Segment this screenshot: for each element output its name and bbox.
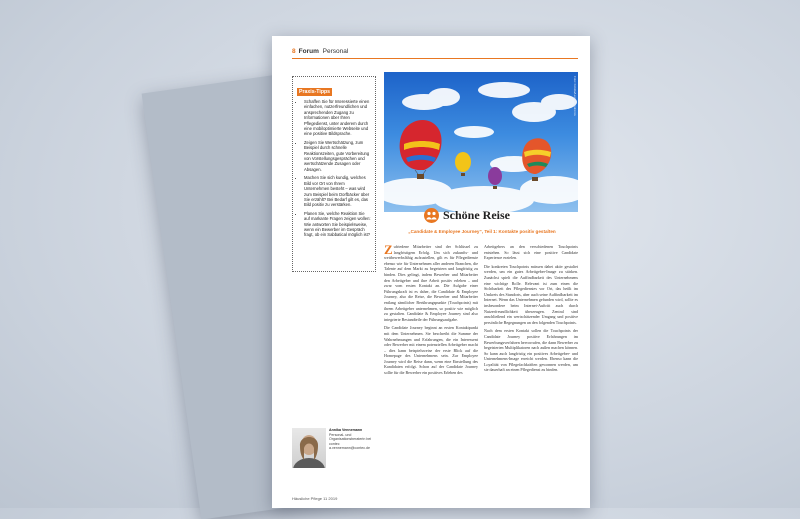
balloon-yellow: [455, 152, 471, 176]
subsection-name: Personal: [322, 48, 349, 55]
author-name: Annika Vennemann: [329, 428, 363, 432]
author-box: [292, 428, 380, 472]
tips-box: [292, 76, 376, 272]
author-photo: [292, 428, 326, 468]
page-header: [292, 48, 348, 55]
photo-credit: Foto: Fotolia/Leonid Andronov: [573, 76, 577, 117]
paragraph: Die konkreten Touchpoints müssen dabei aktiv gestaltet werden, um ein gutes Arbeitgeber-Image zu stärken. Zunächst spielt die Auffindbarkeit des Unternehmens eine wichtige Rolle. Relevant ist zum einen die Sichtbarkeit des Pflegedienstes vor Ort, das heißt im Umkreis des Standorts, aber auch seine Auffindbarkeit im Internet. Wenn das Unternehmen gefunden wird, sollte es insbesondere beim Internet-Auftritt auch durch Nutzerfreundlichkeit überzeugen. Zentral sind anschließend ein wertschätzender Umgang und positive persönliche Begegnungen an den folgenden Touchpoints.: [484, 263, 578, 325]
balloon-large: [400, 120, 442, 179]
article-title: [424, 208, 510, 223]
paragraph: Die Candidate Journey beginnt an ersten Kontaktpunkt mit dem Unternehmen. Sie beschreibt die Summe der Wahrnehmungen und Erfahrungen, die ein Interessent oder Bewerber mit einem potenziellen Arbeitgeber macht – dies kann beispielsweise der erste Blick auf die Homepage des Unternehmens sein. Zur Employee Journey wird die Reise dann, wenn eine Einstellung des Kandidaten erfolgt. Schon auf der Candidate Journey sollte für die Bewerber ein positives Erleben des: [384, 325, 478, 376]
tip-item: • Zeigen Sie Wertschätzung, zum Beispiel durch schnelle Reaktionszeiten, gute Vorbereitung von Vorstellungsgesprächen und wertschätzende Zusagen oder Absagen.: [304, 140, 371, 172]
author-info: [329, 428, 381, 451]
hot-air-balloons-photo: [384, 72, 578, 212]
paragraph: Arbeitgebers an den verschiedenen Touchpoints entstehen. So lässt sich eine positive Candidate Experience erzielen.: [484, 244, 578, 261]
paragraph: Nach dem ersten Kontakt sollen die Touchpoints der Candidate Journey positive Erfahrungen im Bewerbungsverfahren hervorrufen, die dann Bewerber zu begeisterten Multiplikatoren nach außen machen können. So kann auch langfristig ein positives Arbeitgeber- und Unternehmens-Image erreicht werden. Ebenso kann die Loyalität von Pflegefachkräften gewonnen werden, um sie dauerhaft an einen Pflegedienst zu binden.: [484, 328, 578, 373]
article-column-2: [484, 244, 578, 376]
article-subtitle: „Candidate & Employee Journey“, Teil 1: Kontakte positiv gestalten: [408, 229, 556, 234]
paragraph: [384, 244, 478, 322]
header-rule: [292, 58, 578, 59]
article-column-1: [384, 244, 478, 379]
page-footer: Häusliche Pflege 11 2019: [292, 496, 338, 501]
dropcap: Z: [384, 242, 393, 257]
tip-item: • Planen Sie, welche Reaktion Sie auf markante Fragen zeigen wollen: Wie antworten Sie beispielsweise, wenn ein Bewerber im Gespräch fragt, ob ein Sabbatical möglich ist?: [304, 211, 371, 238]
page-number: 8: [292, 48, 296, 55]
author-role: Personal- und Organisationsberaterin bei contec: [329, 432, 372, 446]
balloon-small: [488, 167, 502, 189]
tip-item: • Machen Sie sich kundig, welches Bild vor Ort von Ihrem Unternehmen besteht – was wird zum Beispiel beim Dorfbäcker über Sie erzählt? Bei Bedarf gilt es, das Bild positiv zu verstärken.: [304, 175, 371, 207]
author-email: a.vennemann@contec.de: [329, 446, 371, 451]
tips-list: [297, 99, 371, 238]
people-icon: [424, 208, 439, 223]
section-name: Forum: [298, 48, 319, 55]
balloon-right: [522, 138, 551, 181]
article-title-text: Schöne Reise: [443, 208, 510, 222]
balloon-illustration: [384, 72, 578, 212]
tip-item: • Schaffen Sie für Interessierte einen einfachen, nutzerfreundlichen und ansprechenden Zugang zu Informationen über Ihren Pflegedienst, unter anderem durch eine mobiloptimierte Webseite und eine positive Bildsprache.: [304, 99, 371, 137]
magazine-page: [272, 36, 590, 508]
tips-title: Praxis-Tipps: [299, 89, 331, 95]
paragraph-text: ufriedene Mitarbeiter sind der Schlüssel zu langfristigem Erfolg. Um sich zukunfts- und wettbewerbsfähig aufzustellen, gilt es für Pflegedienste ebenso wie für Unternehmen aller anderen Branchen, die Talente auf dem Markt zu begeistern und langfristig zu binden. Dies gelingt, indem Bewerber und Mitarbeiter den Arbeitgeber und ihre Arbeit positiv erleben – und zwar vom ersten Kontakt an. Die Aufgabe einer Führungskraft ist es daher, die Candidate & Employee Journey, also die Reise, die Bewerber und Mitarbeiter entlang sämtlicher Berührungspunkte (Touchpoints) mit ihrem Arbeitgeber unternehmen, so positiv wie möglich zu gestalten. Candidate & Employee Journey sind also integrierte Bestandteile der Führungsaufgabe.: [384, 244, 478, 322]
